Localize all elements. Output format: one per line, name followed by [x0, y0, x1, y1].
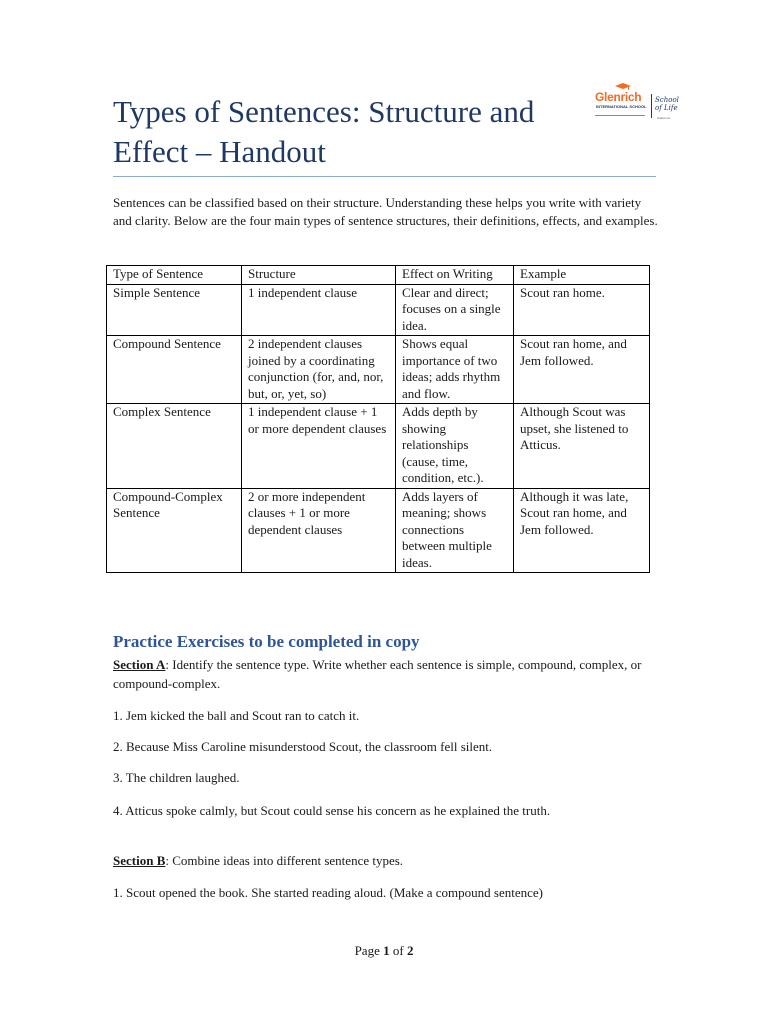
section-a-question: 2. Because Miss Caroline misunderstood Scout, the classroom fell silent.: [113, 739, 493, 754]
logo-underline: [595, 115, 645, 116]
school-logo: [595, 82, 687, 124]
table-cell: Simple Sentence: [107, 284, 242, 336]
table-cell: 2 independent clauses joined by a coordinating conjunction (for, and, nor, but, or, yet, so): [242, 336, 396, 404]
intro-paragraph: Sentences can be classified based on their structure. Understanding these helps you write with variety and clarity. Below are the four main types of sentence structures, their definitions, effects, and examples.: [113, 195, 658, 228]
table-cell: Complex Sentence: [107, 404, 242, 489]
table-header-row: [107, 266, 650, 285]
sentence-types-table: [106, 265, 650, 573]
logo-subtitle: INTERNATIONAL SCHOOL: [596, 104, 647, 109]
table-cell: Scout ran home.: [514, 284, 650, 336]
footer-current-page: 1: [383, 943, 390, 958]
table-cell: Compound Sentence: [107, 336, 242, 404]
section-a-instruction: [113, 655, 673, 693]
table-header-cell: Structure: [242, 266, 396, 285]
table-cell: Adds layers of meaning; shows connections between multiple ideas.: [396, 488, 514, 573]
section-a-label: Section A: [113, 657, 166, 672]
table-cell: Compound-Complex Sentence: [107, 488, 242, 573]
footer-page-word: Page: [354, 943, 380, 958]
table-cell: 2 or more independent clauses + 1 or more dependent clauses: [242, 488, 396, 573]
section-a-question: 4. Atticus spoke calmly, but Scout could sense his concern as he explained the truth.: [113, 803, 551, 818]
title-divider: [113, 176, 656, 177]
table-cell: Although Scout was upset, she listened to Atticus.: [514, 404, 650, 489]
footer-of-word: of: [392, 943, 404, 958]
table-cell: Clear and direct; focuses on a single idea.: [396, 284, 514, 336]
table-header-cell: Example: [514, 266, 650, 285]
table-row: [107, 488, 650, 573]
table-row: [107, 404, 650, 489]
table-row: [107, 336, 650, 404]
table-cell: 1 independent clause + 1 or more dependent clauses: [242, 404, 396, 489]
section-a-text: : Identify the sentence type. Write whether each sentence is simple, compound, complex, or compound-complex.: [113, 657, 642, 691]
section-a-question: 3. The children laughed.: [113, 770, 240, 785]
section-b-question: 1. Scout opened the book. She started reading aloud. (Make a compound sentence): [113, 885, 543, 900]
page-title: Types of Sentences: Structure and Effect – Handout: [113, 94, 535, 169]
section-b-instruction: [113, 851, 673, 870]
logo-divider: [651, 94, 652, 118]
table-row: [107, 284, 650, 336]
page-footer: [0, 943, 768, 959]
section-b-label: Section B: [113, 853, 166, 868]
section-b-text: : Combine ideas into different sentence types.: [165, 853, 404, 868]
table-cell: 1 independent clause: [242, 284, 396, 336]
table-cell: Adds depth by showing relationships (cause, time, condition, etc.).: [396, 404, 514, 489]
logo-mark: [595, 82, 651, 124]
logo-tagline: School of Life: [655, 96, 679, 112]
table-cell: Although it was late, Scout ran home, and Jem followed.: [514, 488, 650, 573]
table-header-cell: Type of Sentence: [107, 266, 242, 285]
practice-heading: Practice Exercises to be completed in copy: [113, 632, 420, 651]
section-a-question: 1. Jem kicked the ball and Scout ran to catch it.: [113, 708, 360, 723]
table-header-cell: Effect on Writing: [396, 266, 514, 285]
table-cell: Shows equal importance of two ideas; adds rhythm and flow.: [396, 336, 514, 404]
logo-location: Gaborone: [657, 116, 671, 120]
footer-total-pages: 2: [406, 943, 414, 958]
table-cell: Scout ran home, and Jem followed.: [514, 336, 650, 404]
logo-brand-name: Glenrich: [595, 90, 642, 104]
